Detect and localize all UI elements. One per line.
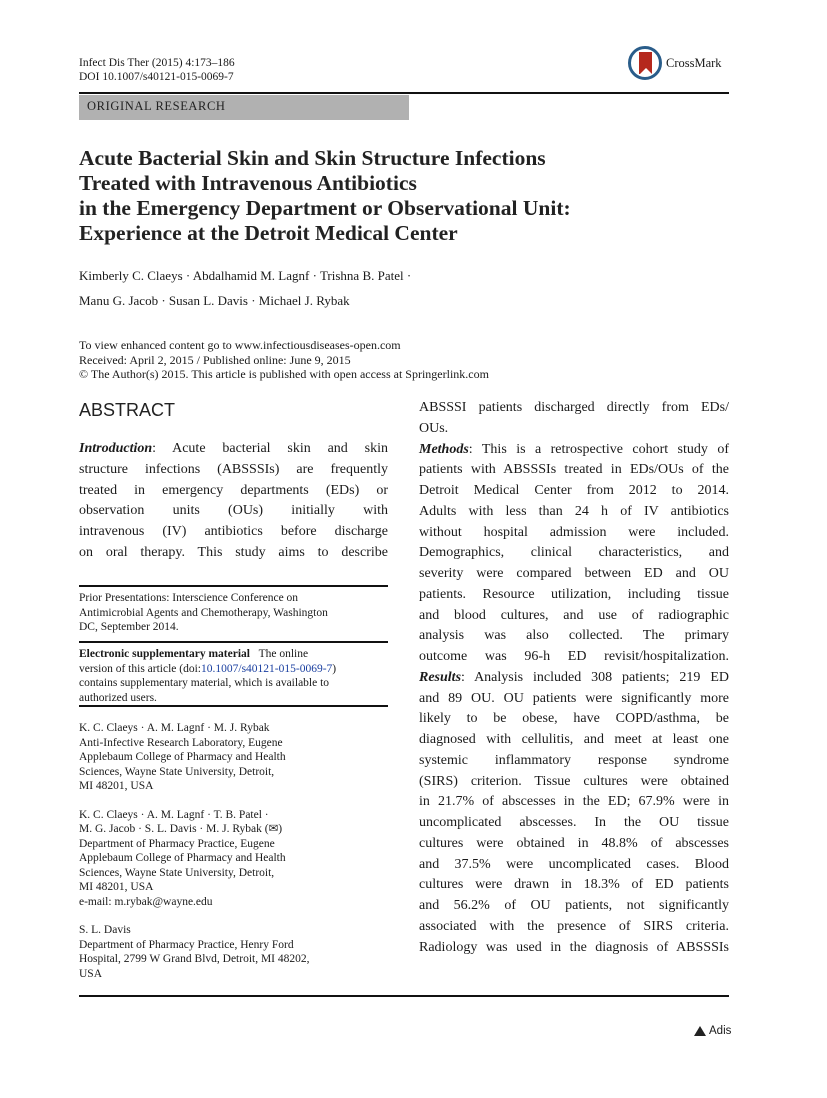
abstract-heading: ABSTRACT [79, 400, 176, 420]
affiliation-line: Hospital, 2799 W Grand Blvd, Detroit, MI 48202, [79, 953, 310, 965]
abstract-line [419, 792, 729, 813]
line-text: in 21.7% of abscesses in the ED; 67.9% were in [419, 794, 729, 810]
line-text: and 89 OU. OU patients were significantly more [419, 690, 729, 706]
abstract-line: Methods: This is a retrospective cohort study of [419, 441, 729, 457]
abstract-line [419, 772, 729, 793]
author-line: Manu G. Jacob · Susan L. Davis · Michael J. Rybak [79, 293, 350, 308]
article-title [79, 146, 739, 246]
line-text: structure infections (ABSSSIs) are frequently [79, 461, 388, 477]
affiliation-line: e-mail: m.rybak@wayne.edu [79, 895, 213, 908]
abstract-line [419, 606, 729, 627]
abstract-line [419, 751, 729, 772]
divider [79, 705, 388, 707]
author-line: Kimberly C. Claeys · Abdalhamid M. Lagnf · Trishna B. Patel · [79, 268, 412, 283]
abstract-line [79, 460, 388, 481]
publisher-name: Adis [709, 1025, 732, 1037]
line-text: Adults with less than 24 h of IV antibiotics [419, 503, 729, 519]
abstract-line [79, 522, 388, 543]
footnote-line: Prior Presentations: Interscience Conference on [79, 592, 299, 604]
adis-triangle-icon [694, 1026, 706, 1036]
affiliation-line: M. G. Jacob · S. L. Davis · M. J. Rybak (✉) [79, 823, 283, 835]
line-text: and 56.2% of OU patients, not significantly [419, 898, 729, 913]
line-text: diagnosed with cellulitis, and meet at least one [419, 732, 729, 747]
article-meta [79, 338, 489, 382]
abstract-line: Introduction: Acute bacterial skin and skin [79, 441, 388, 456]
line-text: intravenous (IV) antibiotics before discharge [79, 524, 388, 539]
line-text: and 37.5% were uncomplicated cases. Blood [419, 856, 729, 872]
line-text: treated in emergency departments (EDs) or [79, 482, 388, 498]
footnote-line: Antimicrobial Agents and Chemotherapy, Washington [79, 606, 328, 619]
meta-line: Received: April 2, 2015 / Published online: June 9, 2015 [79, 352, 351, 367]
abstract-line [419, 523, 729, 544]
supplementary-material-note [79, 647, 388, 705]
line-text: This is a retrospective cohort study of [481, 441, 729, 457]
abstract-line [419, 398, 729, 419]
line-text: on oral therapy. This study aims to describe [79, 544, 388, 560]
line-text: observation units (OUs) initially with [79, 503, 388, 519]
section-label: Results [419, 669, 462, 685]
abstract-line [419, 917, 729, 938]
title-line: Experience at the Detroit Medical Center [79, 221, 458, 245]
crossmark-icon [628, 46, 662, 80]
abstract-left-column [79, 439, 388, 564]
affiliation-line: MI 48201, USA [79, 881, 154, 893]
abstract-line [419, 938, 729, 959]
section-label: Introduction [79, 441, 153, 456]
abstract-line [419, 689, 729, 710]
affiliation-line: MI 48201, USA [79, 780, 154, 792]
line-text: associated with the presence of SIRS criteria. [419, 918, 729, 934]
abstract-line [419, 875, 729, 896]
line-text: cultures were obtained in 48.8% of abscesses [419, 835, 729, 851]
doi-link[interactable]: 10.1007/s40121-015-0069-7 [201, 662, 333, 675]
affiliation-line: Department of Pharmacy Practice, Eugene [79, 837, 275, 850]
publisher-logo [694, 1025, 731, 1037]
esm-label: Electronic supplementary material [79, 648, 250, 660]
crossmark-label: CrossMark [666, 55, 722, 70]
title-line: Treated with Intravenous Antibiotics [79, 171, 417, 195]
affiliation-block [79, 808, 388, 910]
line-text: outcome was 96-h ED revisit/hospitalization. [419, 649, 729, 664]
esm-text: version of this article (doi: [79, 662, 201, 675]
line-text: Acute bacterial skin and skin [172, 441, 388, 456]
line-text: Analysis included 308 patients; 219 ED [474, 669, 729, 685]
abstract-line [419, 709, 729, 730]
divider [79, 92, 729, 94]
abstract-line [419, 896, 729, 917]
abstract-line [79, 501, 388, 522]
affiliation-line: S. L. Davis [79, 924, 131, 936]
title-line: in the Emergency Department or Observational Unit: [79, 196, 571, 220]
line-text: Demographics, clinical characteristics, and [419, 545, 729, 561]
line-text: (SIRS) criterion. Tissue cultures were obtained [419, 773, 729, 789]
footnote-line: authorized users. [79, 691, 157, 704]
abstract-line [419, 813, 729, 834]
prior-presentations-note [79, 591, 388, 635]
affiliations [79, 721, 388, 995]
abstract-line [419, 585, 729, 606]
line-text: systemic inflammatory response syndrome [419, 752, 729, 768]
meta-line: © The Author(s) 2015. This article is published with open access at Springerlink.com [79, 367, 489, 381]
line-text: without hospital admission were included. [419, 524, 729, 540]
journal-header [79, 57, 235, 84]
line-text: OUs. [419, 420, 449, 436]
affiliation-line: Applebaum College of Pharmacy and Health [79, 751, 286, 763]
line-text: patients. Resource utilization, including tissue [419, 586, 729, 602]
abstract-line [419, 647, 729, 668]
abstract-line [419, 419, 729, 440]
section-label: ORIGINAL RESEARCH [79, 95, 409, 120]
affiliation-line: Applebaum College of Pharmacy and Health [79, 852, 286, 864]
line-text: cultures were drawn in 18.3% of ED patients [419, 877, 729, 893]
line-text: uncomplicated abscesses. In the OU tissue [419, 815, 729, 830]
abstract-line [419, 543, 729, 564]
line-text: analysis was also collected. The primary [419, 628, 729, 644]
divider [79, 641, 388, 643]
divider [79, 585, 388, 587]
affiliation-line: K. C. Claeys · A. M. Lagnf · M. J. Rybak [79, 722, 270, 734]
line-text: and blood cultures, and use of radiographic [419, 607, 729, 623]
abstract-line: Results: Analysis included 308 patients; 219 ED [419, 669, 729, 685]
affiliation-block [79, 923, 388, 981]
crossmark-badge[interactable] [628, 46, 722, 80]
abstract-line [419, 564, 729, 585]
line-text: severity were compared between ED and OU [419, 566, 729, 581]
line-text: patients with ABSSSIs treated in EDs/OUs of the [419, 462, 729, 478]
esm-text: ) [332, 662, 337, 675]
affiliation-line: Sciences, Wayne State University, Detroit, [79, 765, 275, 778]
footnote-line: contains supplementary material, which is available to [79, 677, 330, 689]
divider [79, 995, 729, 997]
abstract-line [79, 481, 388, 502]
line-text: Radiology was used in the diagnosis of ABSSSIs [419, 939, 729, 955]
author-list [79, 263, 411, 313]
meta-line: To view enhanced content go to www.infectiousdiseases-open.com [79, 338, 401, 352]
affiliation-block [79, 721, 388, 794]
affiliation-line: Sciences, Wayne State University, Detroit, [79, 866, 275, 879]
footnote-line: DC, September 2014. [79, 621, 179, 633]
journal-citation: Infect Dis Ther (2015) 4:173–186 [79, 57, 235, 69]
title-line: Acute Bacterial Skin and Skin Structure Infections [79, 146, 546, 170]
affiliation-line: USA [79, 967, 103, 980]
abstract-line [419, 502, 729, 523]
doi: DOI 10.1007/s40121-015-0069-7 [79, 70, 234, 83]
abstract-line [419, 730, 729, 751]
abstract-right-column [419, 398, 729, 958]
abstract-line [419, 626, 729, 647]
affiliation-line: Department of Pharmacy Practice, Henry Ford [79, 938, 294, 951]
abstract-line [419, 460, 729, 481]
affiliation-line: K. C. Claeys · A. M. Lagnf · T. B. Patel · [79, 808, 269, 821]
line-text: Detroit Medical Center from 2012 to 2014. [419, 483, 729, 498]
section-label: Methods [419, 441, 469, 457]
line-text: ABSSSI patients discharged directly from EDs/ [419, 400, 729, 415]
affiliation-line: Anti-Infective Research Laboratory, Eugene [79, 736, 283, 749]
line-text: likely to be obese, have COPD/asthma, be [419, 711, 729, 727]
esm-text: The online [258, 648, 309, 660]
abstract-line [79, 543, 388, 564]
abstract-line [419, 855, 729, 876]
abstract-line [419, 834, 729, 855]
abstract-line [419, 481, 729, 502]
